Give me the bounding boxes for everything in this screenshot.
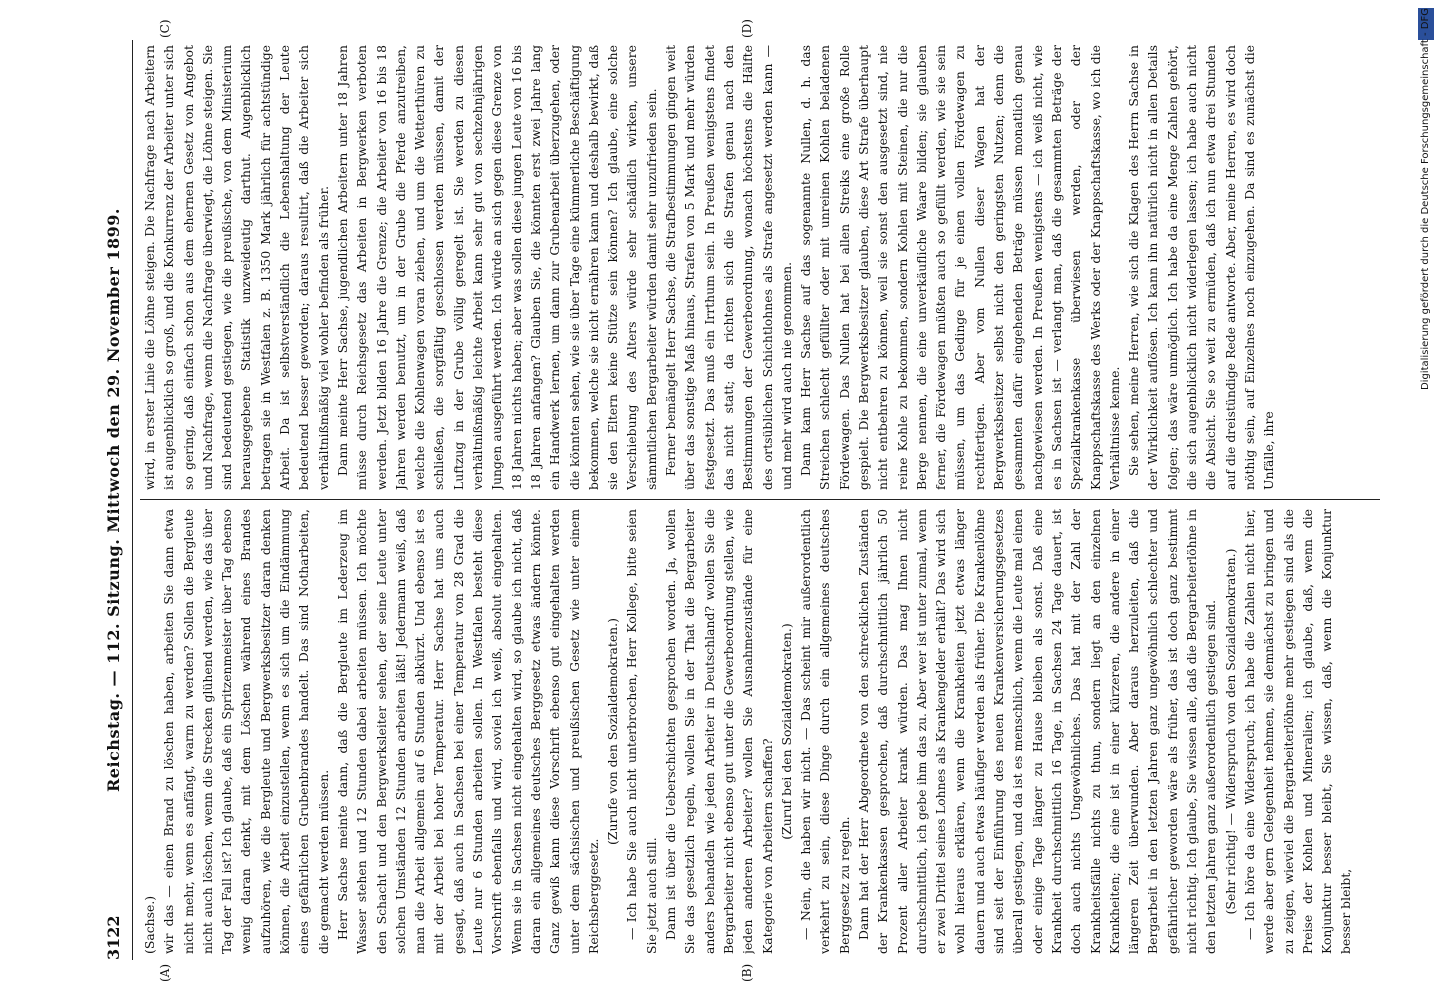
interjection: (Zuruf bei den Sozialdemokraten.) bbox=[778, 623, 794, 840]
rotated-page-content bbox=[100, 19, 1390, 982]
left-column bbox=[140, 509, 1385, 954]
margin-mark-b: (B) bbox=[740, 963, 754, 982]
paragraph: — Ich habe Sie auch nicht unterbrochen, Herr Kollege, bitte seien Sie jetzt auch still. bbox=[624, 509, 659, 954]
digitization-stamp bbox=[1420, 8, 1434, 992]
interjection: (Sehr richtig! — Widerspruch von den Sozialdemokraten.) bbox=[1222, 548, 1238, 915]
right-column bbox=[140, 45, 1385, 490]
header-rule bbox=[132, 40, 133, 960]
paragraph: — Nein, die haben wir nicht. — Das scheint mir außerordentlich verkehrt zu sein, diese Dinge durch ein allgemeines deutsches Berggesetz zu regeln. bbox=[798, 509, 852, 954]
paragraph: wird, in erster Linie die Löhne steigen. Die Nachfrage nach Arbeitern ist augenblicklich so groß, und die Konkurrenz der Arbeiter unter sich so gering, daß einfach schon aus dem ehernen Gesetz von Angebot und Nachfrage, wenn die Nachfrage überwiegt, die Löhne steigen. Sie sind bedeutend gestiegen, wie die preußische, von dem Ministerium herausgegebene Statistik unzweideutig darthut. Augenblicklich betragen sie in Westfalen z. B. 1350 Mark jährlich für achtstündige Arbeit. Da ist selbstverständlich die Lebenshaltung der Leute bedeutend besser geworden; daraus resultirt, daß die Arbeiter sich verhältnißmäßig viel wohler befinden als früher. bbox=[142, 45, 331, 490]
margin-mark-d: (D) bbox=[740, 19, 754, 38]
paragraph: Dann kam Herr Sachse auf das sogenannte Nullen, d. h. das Streichen schlecht gefüllter oder mit unreinen Kohlen beladenen Fördewagen. Das Nullen hat bei allen Streiks eine große Rolle gespielt. Die Bergwerksbesitzer glauben, diese Art Strafe überhaupt nicht entbehren zu können, weil sie sonst den ausgesetzt sind, nie reine Kohle zu bekommen, sondern Kohlen mit Steinen, die nur die Berge nennen, die eine unverkäufliche Waare bilden; sie glauben ferner, die Fördewagen müßten auch so gefüllt werden, wie sie sein müssen, um das Gedinge für je einen vollen Fördewagen zu rechtfertigen. Aber vom Nullen dieser Wagen hat der Bergwerksbesitzer selbst nicht den geringsten Nutzen; denn die gesammten dafür eingehenden Beträge müssen monatlich genau nachgewiesen werden. In Preußen wenigstens — ich weiß nicht, wie es in Sachsen ist — verlangt man, daß die gesammten Beträge der Spezialkrankenkasse überwiesen werden, oder der Knappschaftskasse des Werks oder der Knappschaftskasse, wo ich die Verhältnisse kenne. bbox=[798, 45, 1122, 490]
paragraph: Dann ist über die Ueberschichten gesprochen worden. Ja, wollen Sie das gesetzlich regeln, wollen Sie in der That die Bergarbeiter anders behandeln wie jeden Arbeiter in Deutschland? wollen Sie die Bergarbeiter nicht ebenso gut unter die Gewerbeordnung stellen, wie jeden anderen Arbeiter? wollen Sie Ausnahmezustände für eine Kategorie von Arbeitern schaffen? bbox=[663, 509, 775, 954]
paragraph: Dann meinte Herr Sachse, jugendlichen Arbeitern unter 18 Jahren müsse durch Reichsgesetz das Arbeiten in Bergwerken verboten werden. Jetzt bilden 16 Jahre die Grenze; die Arbeiter von 16 bis 18 Jahren werden benutzt, um in der Grube die Pferde anzutreiben, welche die Kohlenwagen voran ziehen, und um die Wetterthüren zu schließen, die sorgfältig geschlossen werden müssen, damit der Luftzug in der Grube völlig geregelt ist. Sie werden zu diesen verhältnißmäßig leichte Arbeit kann sehr gut von sechzehnjährigen Jungen ausgeführt werden. Ich würde an sich gegen diese Grenze von 18 Jahren nichts haben; aber was sollen diese jungen Leute von 16 bis 18 Jahren anfangen? Glauben Sie, die könnten erst zwei Jahre lang ein Handwerk lernen, um dann zur Grubenarbeit überzugehen, oder die könnten sehen, wie sie über Tage eine kümmerliche Beschäftigung bekommen, welche sie nicht ernähren kann und deshalb bewirkt, daß sie den Eltern keine Stütze sein können? Ich glaube, eine solche Verschiebung des Alters würde sehr schädlich wirken, unsere sämmtlichen Bergarbeiter würden damit sehr unzufrieden sein. bbox=[334, 45, 659, 490]
margin-mark-c: (C) bbox=[158, 19, 172, 38]
digitization-stamp-text: Digitalisierung gefördert durch die Deutsche Forschungsgemeinschaft - DFG bbox=[1420, 8, 1431, 391]
paragraph: Sie sehen, meine Herren, wie sich die Klagen des Herrn Sachse in der Wirklichkeit auflösen. Ich kann ihn natürlich nicht in allen Details folgen; das wäre unmöglich. Ich habe da eine Menge Zahlen gehört, die sich augenblicklich nicht widerlegen lassen; ich habe auch nicht die Absicht. Sie so weit zu ermüden, daß ich nun etwa drei Stunden auf die dreistündige Rede antworte. Aber, meine Herren, es wird doch nöthig sein, auf Einzelnes noch einzugehen. Da sind es zunächst die Unfälle, ihre bbox=[1126, 45, 1277, 490]
paragraph: wir das — einen Brand zu löschen haben, arbeiten Sie dann etwa nicht mehr, wenn es anfängt, warm zu werden? Sollen die Bergleute nicht auch löschen, wenn die Strecken glühend werden, wie das über Tag der Fall ist? Ich glaube, daß ein Spritzenmeister über Tag ebenso wenig daran denkt, mit dem Löschen während eines Brandes aufzuhören, wie die Bergleute und Bergwerksbesitzer daran denken können, die Arbeit einzustellen, wenn es sich um die Eindämmung eines gefährlichen Grubenbrandes handelt. Das sind Notharbeiten, die gemacht werden müssen. bbox=[161, 509, 331, 954]
column-divider bbox=[140, 499, 1380, 500]
page-number: 3122 bbox=[104, 915, 123, 960]
interjection: (Zurufe von den Sozialdemokraten.) bbox=[605, 618, 621, 845]
page-header bbox=[100, 40, 130, 960]
running-title: Reichstag. — 112. Sitzung. Mittwoch den 29. November 1899. bbox=[104, 208, 123, 792]
paragraph: Dann hat der Herr Abgeordnete von den schrecklichen Zuständen der Krankenkassen gesprochen, daß durchschnittlich jährlich 50 Prozent aller Arbeiter krank würden. Das mag Ihnen nicht durchschnittlich, ich gebe ihm das zu. Aber wer ist unter zumal, wenn er zwei Drittel seines Lohnes als Krankengelder erhält? Das wird sich wohl hieraus erklären, wenn die Krankheiten jetzt etwas länger dauern und auch etwas häufiger werden als früher. Die Krankenlöhne sind seit der Einführung des neuen Krankenversicherungsgesetzes überall gestiegen, und da ist es menschlich, wenn die Leute mal einen oder einige Tage länger zu Hause bleiben als sonst. Daß eine Krankheit durchschnittlich 16 Tage, in Sachsen 24 Tage dauert, ist doch auch nichts Ungewöhnliches. Das hat mit der Zahl der Krankheitsfälle nichts zu thun, sondern liegt an den einzelnen Krankheiten; die eine ist in einer kürzeren, die andere in einer längeren Zeit überwunden. Aber daraus herzuleiten, daß die Bergarbeit in den letzten Jahren ganz ungewöhnlich schlechter und gefährlicher geworden wäre als früher, das ist doch ganz bestimmt nicht richtig. Ich glaube, Sie wissen alle, daß die Bergarbeiterlöhne in den letzten Jahren ganz außerordentlich gestiegen sind. bbox=[855, 509, 1219, 954]
speaker-label: (Sachse.) bbox=[142, 895, 157, 954]
margin-mark-a: (A) bbox=[158, 963, 172, 982]
paragraph: Ferner bemängelt Herr Sachse, die Strafbestimmungen gingen weit über das sonstige Maß hinaus, Strafen von 5 Mark und mehr würden festgesetzt. Das muß ein Irrthum sein. In Preußen wenigstens findet das nicht statt; da richten sich die Strafen genau nach den Bestimmungen der Gewerbeordnung, wonach höchstens die Hälfte des ortsüblichen Schichtlohnes als Strafe angesetzt werden kann — und mehr wird auch nie genommen. bbox=[663, 45, 794, 490]
paragraph: — Ich höre da eine Widerspruch; ich habe die Zahlen nicht hier, werde aber gern Gelegenheit nehmen, sie demnächst zu bringen und zu zeigen, wieviel die Bergarbeiterlöhne mehr gestiegen sind als die Preise der Kohlen und Mineralien; ich glaube, daß, wenn die Konjunktur besser bleibt, Sie wissen, daß, wenn die Konjunktur besser bleibt, bbox=[1241, 509, 1354, 954]
paragraph: Herr Sachse meinte dann, daß die Bergleute im Lederzeug im Wasser stehen und 12 Stunden dabei arbeiten müssen. Ich möchte den Schacht und den Bergwerksleiter sehen, der seine Leute unter solchen Umständen 12 Stunden arbeiten läßt! Jedermann weiß, daß man die Arbeit allgemein auf 6 Stunden abkürzt. Und ebenso ist es mit der Arbeit bei hoher Temperatur. Herr Sachse hat uns auch gesagt, daß auch in Sachsen bei einer Temperatur von 28 Grad die Leute nur 6 Stunden arbeiten sollen. In Westfalen besteht diese Vorschrift ebenfalls und wird, soviel ich weiß, absolut eingehalten. Wenn sie in Sachsen nicht eingehalten wird, so glaube ich nicht, daß daran ein allgemeines deutsches Berggesetz etwas ändern könnte. Ganz gewiß kann diese Vorschrift ebenso gut eingehalten werden unter dem sächsischen und preußischen Gesetz wie unter einem Reichsberggesetz. bbox=[334, 509, 601, 954]
